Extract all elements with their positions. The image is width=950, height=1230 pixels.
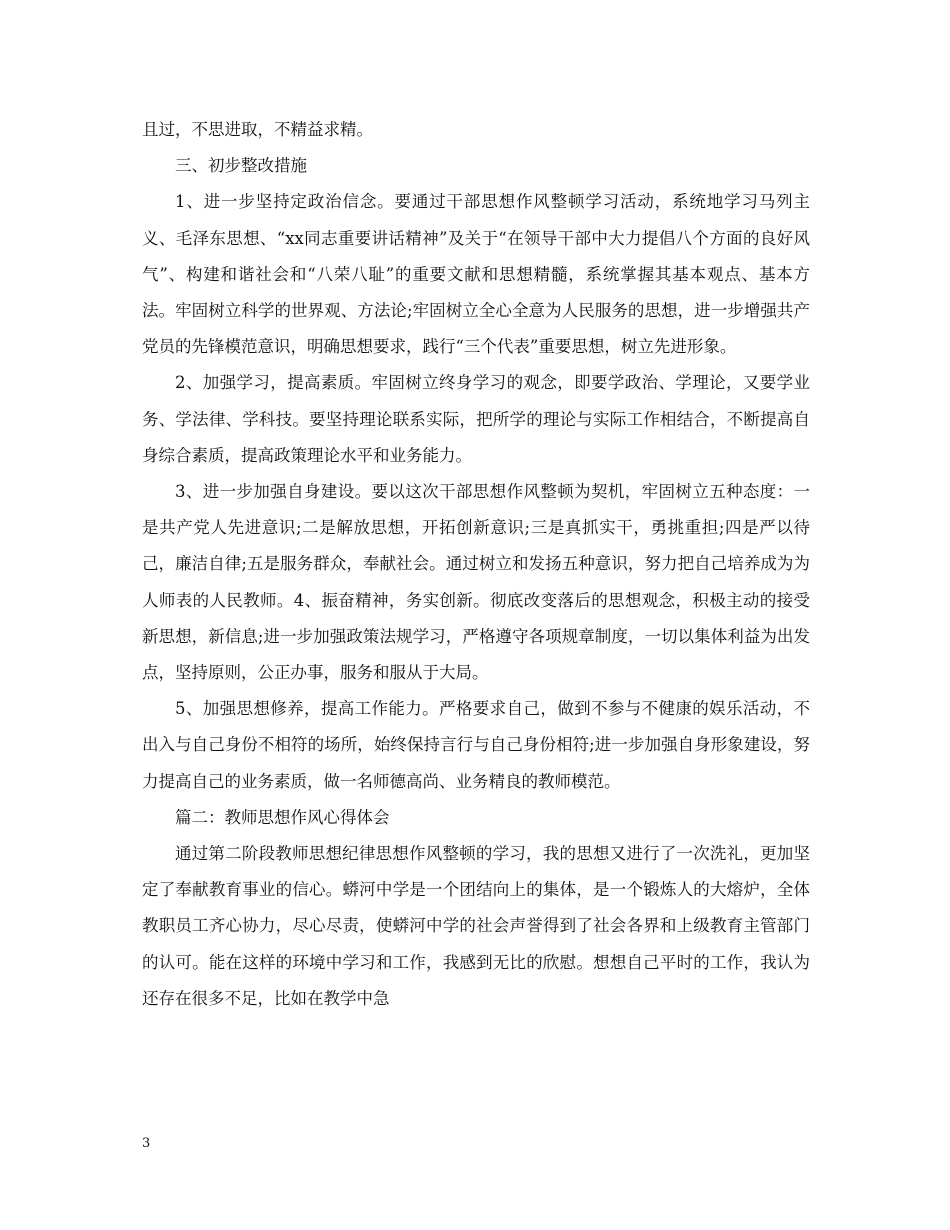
paragraph-measure-5: 5、加强思想修养，提高工作能力。严格要求自己，做到不参与不健康的娱乐活动，不出入与自己身份不相符的场所，始终保持言行与自己身份相符;进一步加强自身形象建设，努力提高自己的业务素质，做一名师德高尚、业务精良的教师模范。 [142,699,810,791]
paragraph-measure-1: 1、进一步坚持定政治信念。要通过干部思想作风整顿学习活动，系统地学习马列主义、毛泽东思想、“xx同志重要讲话精神”及关于“在领导干部中大力提倡八个方面的良好风气”、构建和谐社会和“八荣八耻”的重要文献和思想精髓，系统掌握其基本观点、基本方法。牢固树立科学的世界观、方法论;牢固树立全心全意为人民服务的思想，进一步增强共产党员的先锋模范意识，明确思想要求，践行“三个代表”重要思想，树立先进形象。 [142,192,810,357]
paragraph-continuation: 且过，不思进取，不精益求精。 [142,120,373,139]
document-body [142,112,810,1017]
page-number: 3 [142,1136,151,1151]
paragraph-measure-3-4: 3、进一步加强自身建设。要以这次干部思想作风整顿为契机，牢固树立五种态度：一是共产党人先进意识;二是解放思想，开拓创新意识;三是真抓实干，勇挑重担;四是严以待己，廉洁自律;五是服务群众，奉献社会。通过树立和发扬五种意识，努力把自己培养成为为人师表的人民教师。4、振奋精神，务实创新。彻底改变落后的思想观念，积极主动的接受新思想，新信息;进一步加强政策法规学习，严格遵守各项规章制度，一切以集体利益为出发点，坚持原则，公正办事，服务和服从于大局。 [142,482,810,683]
paragraph-part-two-intro: 通过第二阶段教师思想纪律思想作风整顿的学习，我的思想又进行了一次洗礼，更加坚定了奉献教育事业的信心。蟒河中学是一个团结向上的集体，是一个锻炼人的大熔炉，全体教职员工齐心协力，尽心尽责，使蟒河中学的社会声誉得到了社会各界和上级教育主管部门的认可。能在这样的环境中学习和工作，我感到无比的欣慰。想想自己平时的工作，我认为还存在很多不足，比如在教学中急 [142,844,810,1008]
section-heading-rectification: 三、初步整改措施 [175,156,307,176]
section-heading-part-two: 篇二：教师思想作风心得体会 [175,807,390,827]
paragraph-measure-2: 2、加强学习，提高素质。牢固树立终身学习的观念，即要学政治、学理论，又要学业务、学法律、学科技。要坚持理论联系实际，把所学的理论与实际工作相结合，不断提高自身综合素质，提高政策理论水平和业务能力。 [142,373,810,465]
